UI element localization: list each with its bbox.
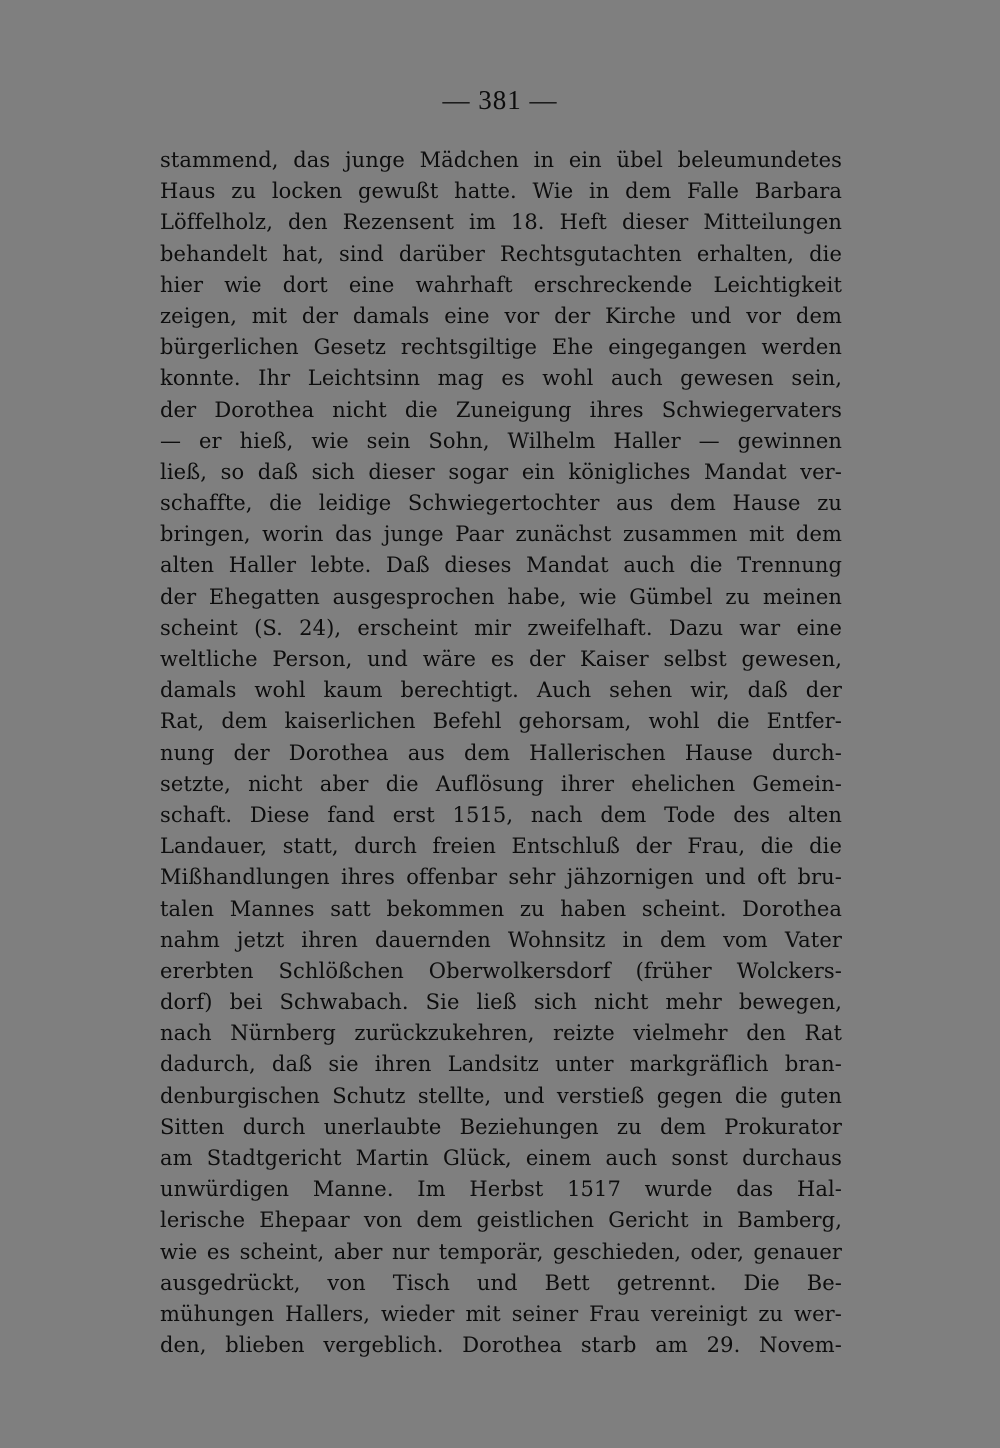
text-line: Landauer, statt, durch freien Entschluß der Frau, die die — [160, 834, 842, 859]
text-line: den, blieben vergeblich. Dorothea starb am 29. Novem- — [160, 1333, 842, 1358]
text-line: damals wohl kaum berechtigt. Auch sehen wir, daß der — [160, 678, 842, 703]
text-line: Rat, dem kaiserlichen Befehl gehorsam, wohl die Entfer- — [160, 709, 842, 734]
text-line: lerische Ehepaar von dem geistlichen Gericht in Bamberg, — [160, 1208, 842, 1233]
text-line: ließ, so daß sich dieser sogar ein königliches Mandat ver- — [160, 459, 842, 484]
text-line: stammend, das junge Mädchen in ein übel beleumundetes — [160, 148, 842, 172]
text-line: ererbten Schlößchen Oberwolkersdorf (früher Wolckers- — [160, 958, 842, 983]
text-line: nahm jetzt ihren dauernden Wohnsitz in dem vom Vater — [160, 927, 842, 952]
text-line: scheint (S. 24), erscheint mir zweifelhaft. Dazu war eine — [160, 615, 842, 640]
text-line: behandelt hat, sind darüber Rechtsgutachten erhalten, die — [160, 241, 842, 266]
text-line: denburgischen Schutz stellte, und verstieß gegen die guten — [160, 1083, 842, 1108]
text-line: dadurch, daß sie ihren Landsitz unter markgräflich bran- — [160, 1052, 842, 1077]
text-line: wie es scheint, aber nur temporär, geschieden, oder, genauer — [160, 1239, 842, 1264]
text-line: nung der Dorothea aus dem Hallerischen Hause durch- — [160, 740, 842, 765]
text-line: schaffte, die leidige Schwiegertochter aus dem Hause zu — [160, 491, 842, 516]
text-line: bringen, worin das junge Paar zunächst zusammen mit dem — [160, 522, 842, 547]
text-line: der Ehegatten ausgesprochen habe, wie Gümbel zu meinen — [160, 584, 842, 609]
text-line: unwürdigen Manne. Im Herbst 1517 wurde das Hal- — [160, 1177, 842, 1202]
text-line: Sitten durch unerlaubte Beziehungen zu dem Prokurator — [160, 1114, 842, 1139]
text-line: alten Haller lebte. Daß dieses Mandat auch die Trennung — [160, 553, 842, 578]
page-number: — 381 — — [442, 85, 558, 115]
text-line: bürgerlichen Gesetz rechtsgiltige Ehe eingegangen werden — [160, 335, 842, 360]
text-line: der Dorothea nicht die Zuneigung ihres Schwiegervaters — [160, 397, 842, 422]
text-line: dorf) bei Schwabach. Sie ließ sich nicht mehr bewegen, — [160, 990, 842, 1015]
text-line: zeigen, mit der damals eine vor der Kirche und vor dem — [160, 303, 842, 328]
text-line: schaft. Diese fand erst 1515, nach dem Tode des alten — [160, 802, 842, 827]
text-line: Haus zu locken gewußt hatte. Wie in dem Falle Barbara — [160, 179, 842, 204]
text-line: hier wie dort eine wahrhaft erschreckende Leichtigkeit — [160, 272, 842, 297]
text-line: setzte, nicht aber die Auflösung ihrer ehelichen Gemein- — [160, 771, 842, 796]
text-line: nach Nürnberg zurückzukehren, reizte vielmehr den Rat — [160, 1021, 842, 1046]
text-line: Mißhandlungen ihres offenbar sehr jähzornigen und oft bru- — [160, 865, 842, 890]
text-line: konnte. Ihr Leichtsinn mag es wohl auch gewesen sein, — [160, 366, 842, 391]
text-line: ausgedrückt, von Tisch und Bett getrennt. Die Be- — [160, 1270, 842, 1295]
text-line: — er hieß, wie sein Sohn, Wilhelm Haller — gewinnen — [160, 428, 842, 453]
text-line: talen Mannes satt bekommen zu haben scheint. Dorothea — [160, 896, 842, 921]
text-line: Löffelholz, den Rezensent im 18. Heft dieser Mitteilungen — [160, 210, 842, 235]
text-line: weltliche Person, und wäre es der Kaiser selbst gewesen, — [160, 647, 842, 671]
body-text — [160, 145, 842, 1361]
text-line: am Stadtgericht Martin Glück, einem auch sonst durchaus — [160, 1146, 842, 1170]
text-line: mühungen Hallers, wieder mit seiner Frau vereinigt zu wer- — [160, 1301, 842, 1326]
